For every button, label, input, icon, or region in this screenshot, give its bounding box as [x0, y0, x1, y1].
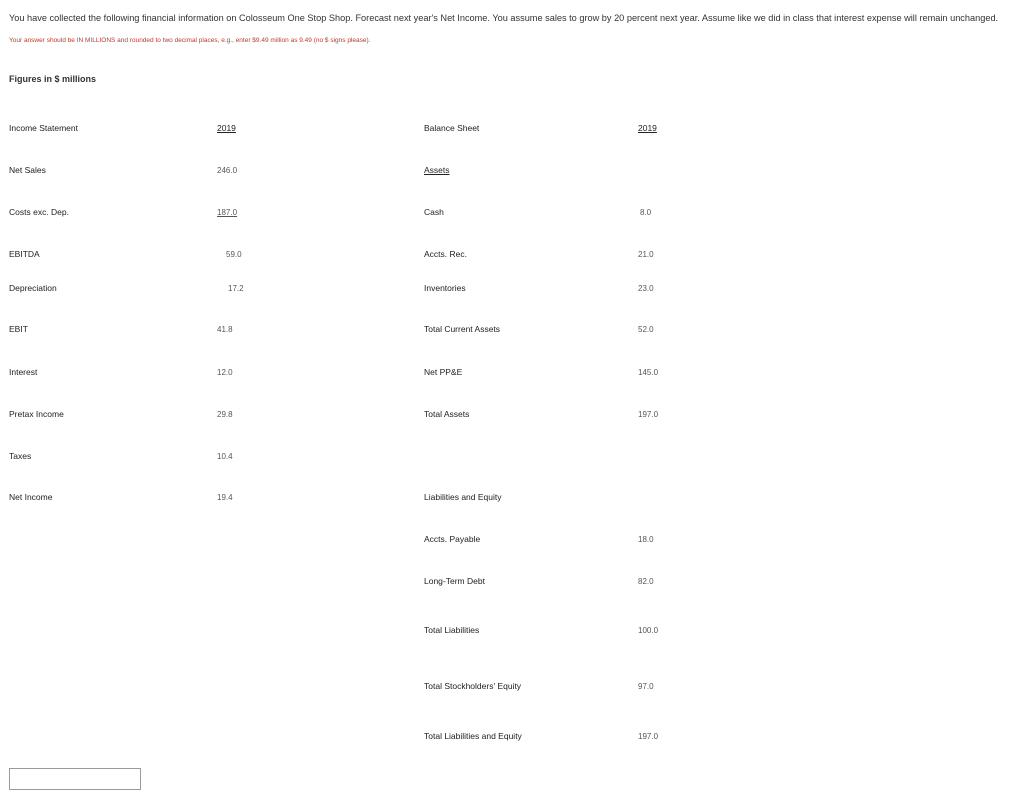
bs-value-accts-payable: 18.0	[638, 535, 654, 544]
is-label-depreciation: Depreciation	[9, 283, 57, 293]
income-statement-title: Income Statement	[9, 123, 78, 133]
bs-label-accts-rec: Accts. Rec.	[424, 249, 467, 259]
bs-value-total-liab-equity: 197.0	[638, 732, 659, 741]
bs-value-total-current-assets: 52.0	[638, 325, 654, 334]
is-value-interest: 12.0	[217, 368, 233, 377]
bs-label-total-assets: Total Assets	[424, 409, 470, 419]
bs-label-cash: Cash	[424, 207, 444, 217]
answer-instructions: Your answer should be IN MILLIONS and rounded to two decimal places, e.g., enter $9.49 million as 9.49 (no $ signs please).	[9, 37, 371, 44]
is-label-costs: Costs exc. Dep.	[9, 207, 69, 217]
is-value-net-sales: 246.0	[217, 166, 238, 175]
bs-value-net-ppe: 145.0	[638, 368, 659, 377]
balance-sheet-year: 2019	[638, 123, 657, 133]
liabilities-equity-header: Liabilities and Equity	[424, 492, 502, 502]
is-label-interest: Interest	[9, 367, 38, 377]
question-text: You have collected the following financial information on Colosseum One Stop Shop. Forecast next year's Net Income. You assume sales to grow by 20 percent next year. Assume like we did in class that interest expense will remain unchanged.	[9, 13, 999, 23]
bs-label-total-equity: Total Stockholders' Equity	[424, 681, 522, 691]
bs-value-accts-rec: 21.0	[638, 250, 654, 259]
bs-label-total-liab-equity: Total Liabilities and Equity	[424, 731, 522, 741]
is-label-net-sales: Net Sales	[9, 165, 46, 175]
bs-value-inventories: 23.0	[638, 284, 654, 293]
bs-label-net-ppe: Net PP&E	[424, 367, 463, 377]
bs-value-long-term-debt: 82.0	[638, 577, 654, 586]
is-label-ebit: EBIT	[9, 324, 28, 334]
figures-unit-label: Figures in $ millions	[9, 74, 97, 84]
bs-value-total-liabilities: 100.0	[638, 626, 659, 635]
bs-label-long-term-debt: Long-Term Debt	[424, 576, 485, 586]
assets-header: Assets	[424, 165, 450, 175]
is-value-ebitda: 59.0	[226, 250, 242, 259]
is-value-taxes: 10.4	[217, 452, 233, 461]
bs-value-total-assets: 197.0	[638, 410, 659, 419]
income-statement-year: 2019	[217, 123, 236, 133]
is-value-depreciation: 17.2	[228, 284, 244, 293]
bs-label-total-current-assets: Total Current Assets	[424, 324, 501, 334]
bs-label-total-liabilities: Total Liabilities	[424, 625, 480, 635]
is-label-pretax-income: Pretax Income	[9, 409, 64, 419]
answer-input[interactable]	[9, 768, 141, 790]
is-label-ebitda: EBITDA	[9, 249, 40, 259]
is-value-net-income: 19.4	[217, 493, 233, 502]
is-label-taxes: Taxes	[9, 451, 32, 461]
bs-value-cash: 8.0	[640, 208, 652, 217]
is-value-costs: 187.0	[217, 208, 238, 217]
is-value-pretax-income: 29.8	[217, 410, 233, 419]
balance-sheet-title: Balance Sheet	[424, 123, 480, 133]
bs-label-inventories: Inventories	[424, 283, 466, 293]
bs-label-accts-payable: Accts. Payable	[424, 534, 481, 544]
is-value-ebit: 41.8	[217, 325, 233, 334]
bs-value-total-equity: 97.0	[638, 682, 654, 691]
is-label-net-income: Net Income	[9, 492, 53, 502]
